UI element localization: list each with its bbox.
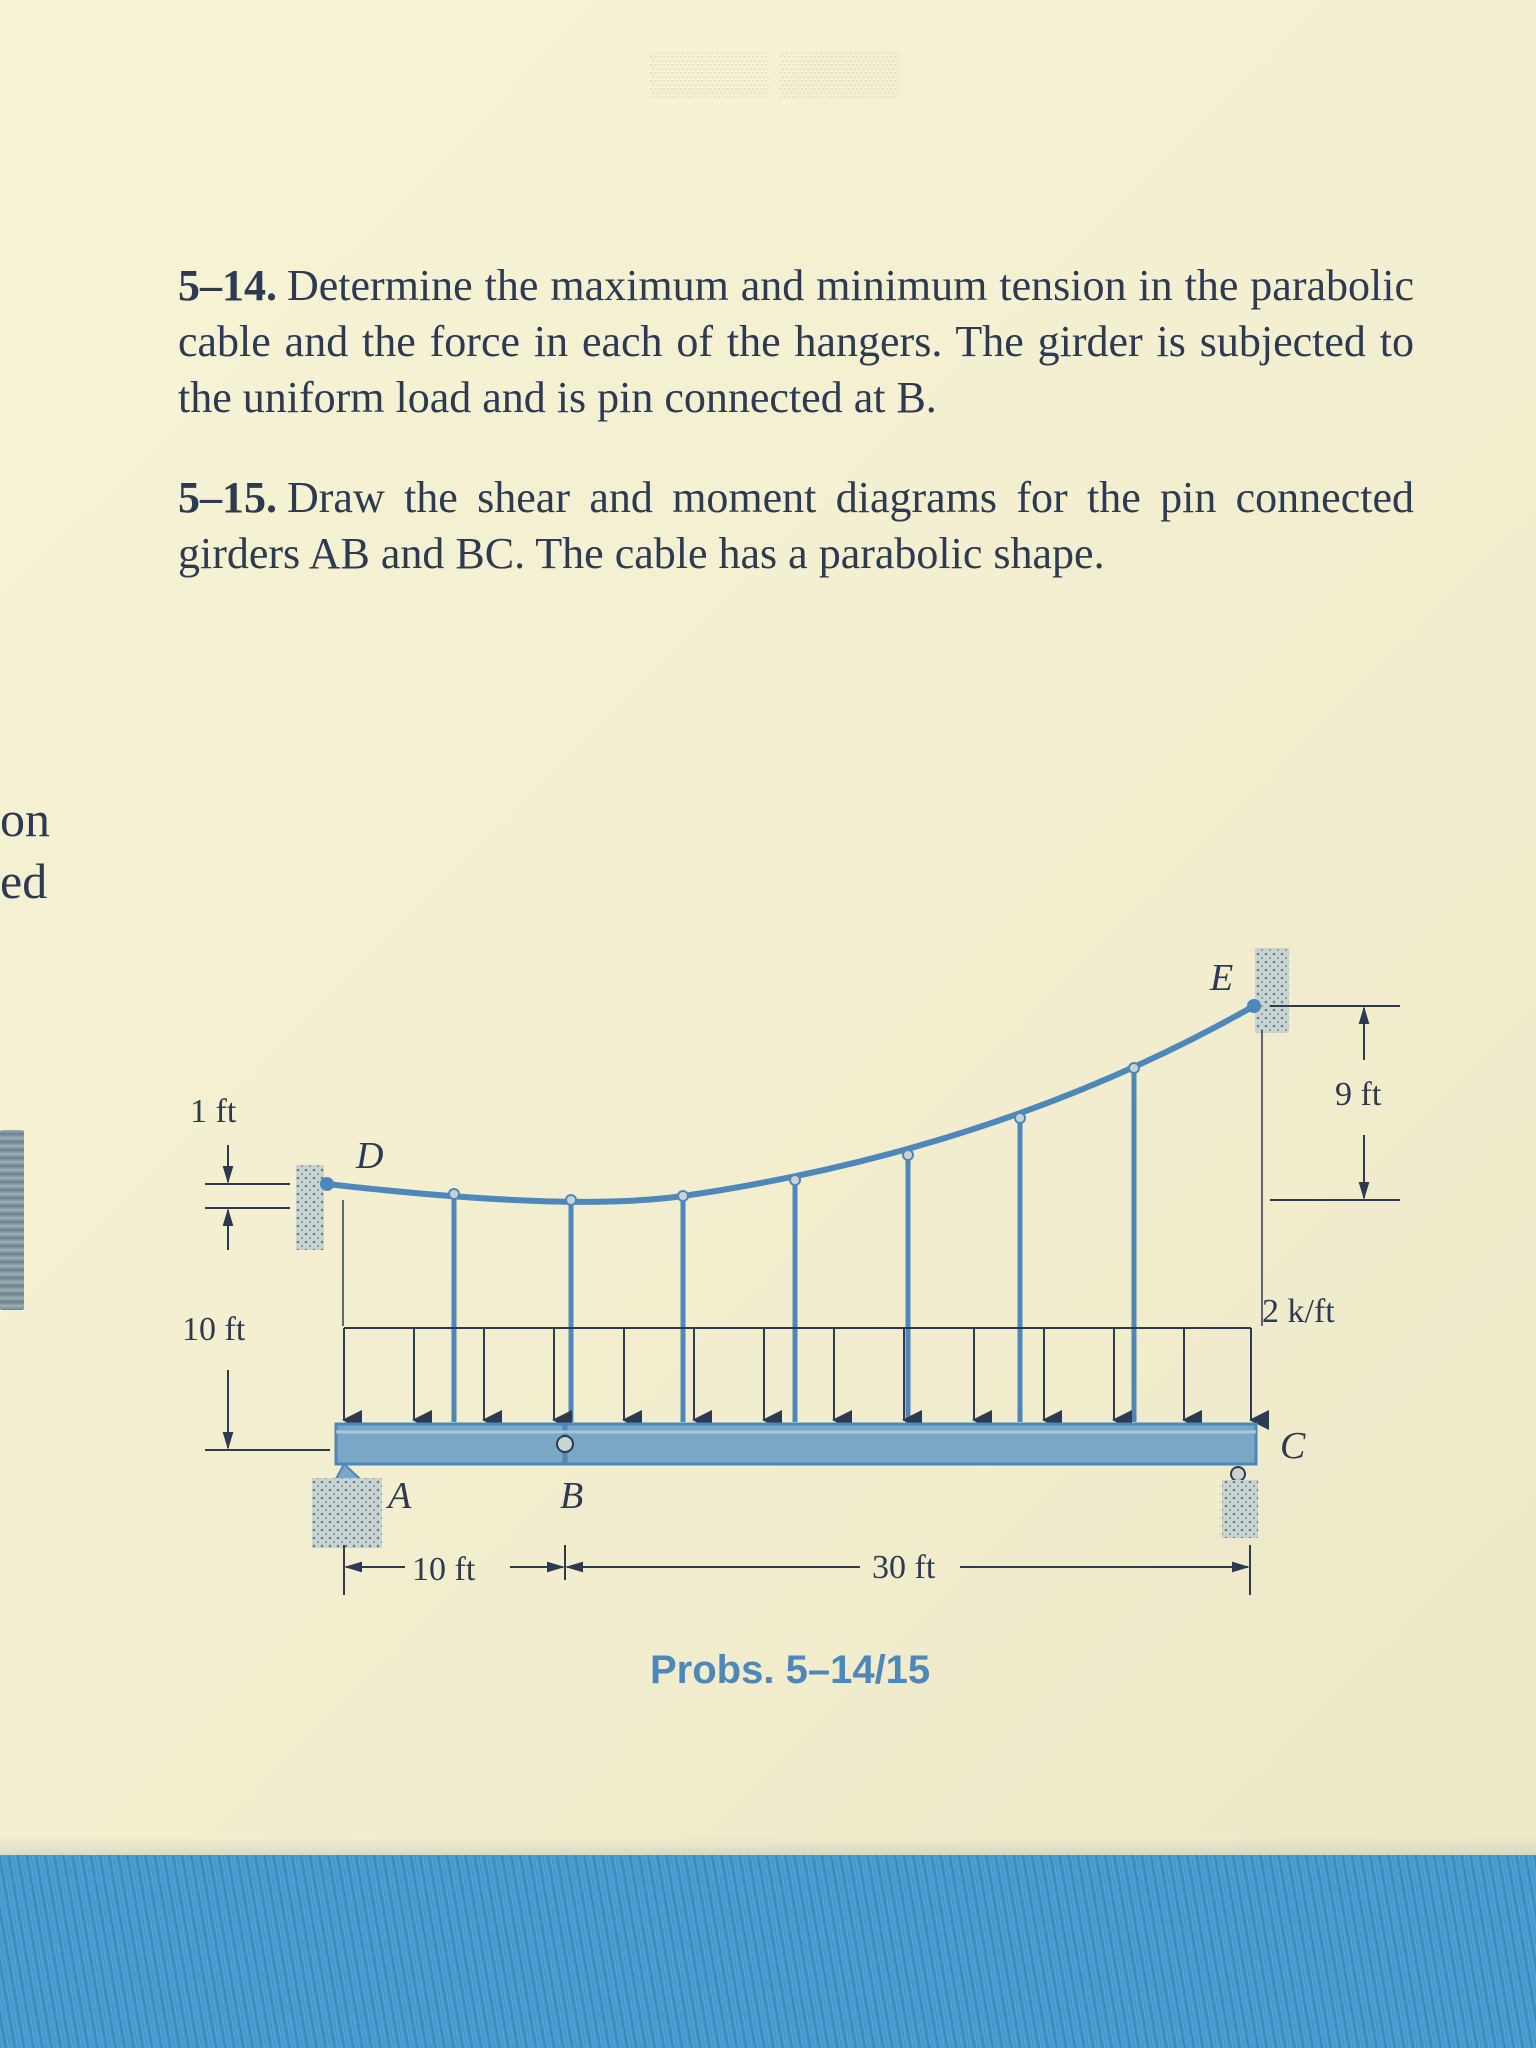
dim-label-10ft-left: 10 ft	[182, 1311, 246, 1348]
dim-label-30ft: 30 ft	[872, 1549, 936, 1586]
dim-label-9ft: 9 ft	[1335, 1076, 1382, 1113]
point-label-c: C	[1280, 1425, 1306, 1467]
problem-text: Determine the maximum and minimum tension in the parabolic cable and the force in each of the hangers. The girder is subjected to the uniform load and is pin connected at B.	[178, 261, 1414, 422]
dim-label-1ft: 1 ft	[190, 1093, 237, 1130]
point-label-b: B	[560, 1475, 584, 1517]
girder-ab	[336, 1424, 564, 1464]
load-label: 2 k/ft	[1262, 1293, 1335, 1330]
ground-a	[312, 1478, 382, 1548]
point-label-a: A	[388, 1475, 412, 1517]
bleed-through-text: ▒▒▒▒ ▒▒▒▒	[650, 51, 899, 97]
girder-bc	[566, 1424, 1256, 1464]
wall-support-d	[296, 1165, 324, 1250]
point-label-e: E	[1210, 957, 1234, 999]
margin-fragment: on	[0, 791, 50, 847]
point-label-d: D	[356, 1135, 384, 1177]
cable-clamps	[449, 1063, 1139, 1205]
ground-c	[1222, 1480, 1258, 1538]
wall-support-e	[1255, 948, 1289, 1033]
dim-label-10ft-bottom: 10 ft	[412, 1551, 476, 1588]
hangers	[454, 1068, 1134, 1422]
figure-caption: Probs. 5–14/15	[650, 1648, 931, 1692]
problem-number: 5–15.	[178, 473, 277, 522]
roller-c	[1231, 1467, 1245, 1481]
pin-b	[557, 1436, 573, 1452]
problem-number: 5–14.	[178, 261, 277, 310]
problem-text: Draw the shear and moment diagrams for the pin connected girders AB and BC. The cable has a parabolic shape.	[178, 473, 1414, 578]
margin-fragment: ed	[0, 853, 48, 909]
parabolic-cable	[327, 1006, 1254, 1202]
background-fabric	[0, 1855, 1536, 2048]
